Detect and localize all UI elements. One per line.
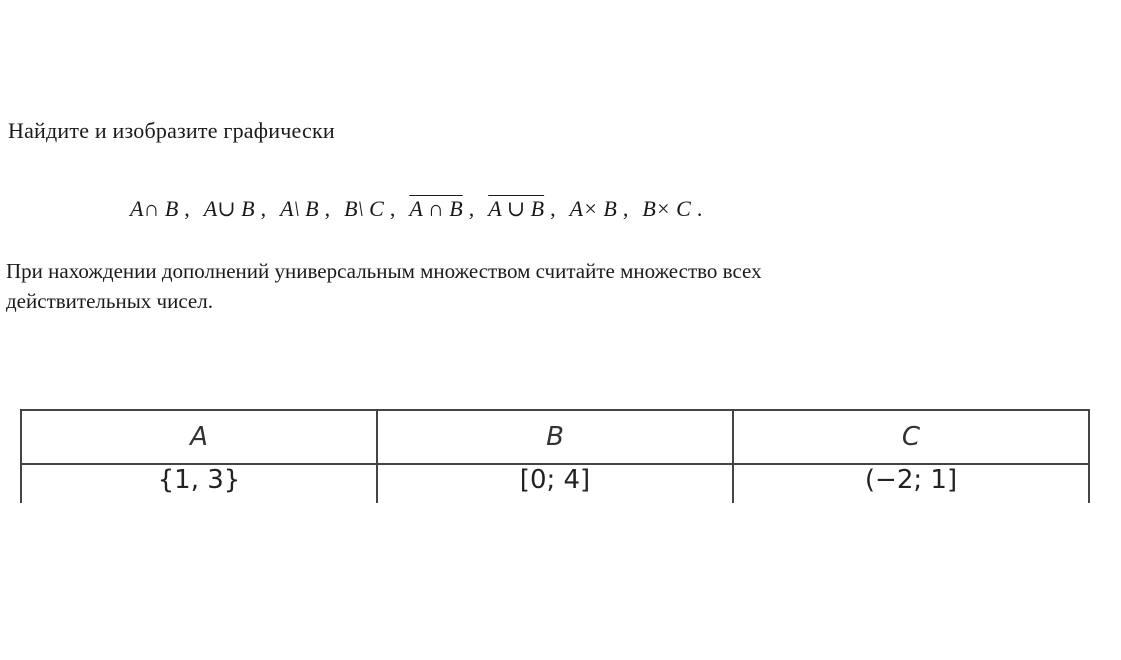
- table-header-row: [21, 410, 1089, 464]
- formula-union-ab: A∪ B: [203, 196, 255, 221]
- note-line-1: При нахождении дополнений универсальным множеством считайте множество всех: [6, 259, 762, 283]
- header-set-c: C: [733, 410, 1089, 464]
- formula-difference-bc: B\ C: [344, 196, 384, 221]
- formula-separator: ,: [622, 196, 629, 221]
- formula-separator: ,: [389, 196, 396, 221]
- value-set-a: {1, 3}: [21, 464, 377, 503]
- formula-complement-intersection-ab: A ∩ B: [409, 196, 463, 221]
- table-row: [21, 464, 1089, 503]
- formula-list: [130, 182, 716, 222]
- complement-note: [6, 256, 1106, 316]
- formula-separator: ,: [550, 196, 556, 221]
- formula-separator: ,: [324, 196, 331, 221]
- note-line-2: действительных чисел.: [6, 289, 213, 313]
- formula-product-bc: B× C: [642, 196, 691, 221]
- header-set-b: B: [377, 410, 733, 464]
- formula-product-ab: A× B: [569, 196, 617, 221]
- task-instruction: Найдите и изобразите графически: [8, 118, 335, 143]
- header-set-a: A: [21, 410, 377, 464]
- formula-difference-ab: A\ B: [280, 196, 319, 221]
- sets-table: [20, 409, 1090, 503]
- value-set-b: [0; 4]: [377, 464, 733, 503]
- formula-separator: ,: [468, 196, 475, 221]
- formula-complement-union-ab: A ∪ B: [488, 196, 545, 221]
- value-set-c: (−2; 1]: [733, 464, 1089, 503]
- formula-separator: ,: [184, 196, 190, 221]
- formula-intersection-ab: A∩ B: [130, 196, 179, 221]
- formula-separator: ,: [260, 196, 267, 221]
- formula-end: .: [696, 196, 703, 221]
